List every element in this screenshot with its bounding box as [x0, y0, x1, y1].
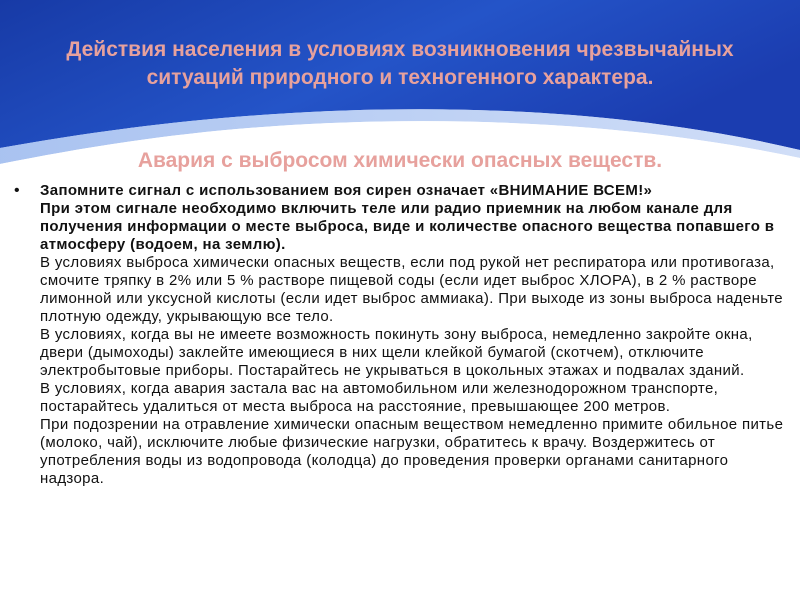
bullet-icon: •: [14, 182, 20, 199]
slide-title: Действия населения в условиях возникновения чрезвычайных ситуаций природного и техногенного характера.: [66, 38, 734, 89]
radio-instruction-paragraph: При этом сигнале необходимо включить теле или радио приемник на любом канале для получения информации о месте выброса, виде и количестве опасного вещества попавшего в атмосферу (водоем, на землю).: [40, 200, 775, 253]
shelter-paragraph: В условиях, когда вы не имеете возможность покинуть зону выброса, немедленно закройте окна, двери (дымоходы) заклейте имеющиеся в них щели клейкой бумагой (скотчем), отключите электробытовые приборы. Постарайтесь не укрываться в цокольных этажах и подвалах зданий.: [40, 326, 753, 379]
poisoning-paragraph: При подозрении на отравление химически опасным веществом немедленно примите обильное питье (молоко, чай), исключите любые физические нагрузки, обратитесь к врачу. Воздержитесь от употребления воды из водопровода (колодца) до проведения проверки органами санитарного надзора.: [40, 416, 784, 487]
slide-content: [40, 182, 784, 488]
slide-body: [14, 182, 784, 488]
respirator-paragraph: В условиях выброса химически опасных веществ, если под рукой нет респиратора или противогаза, смочите тряпку в 2% или 5 % растворе пищевой соды (если идет выброс ХЛОРА), в 2 % растворе лимонной или уксусной кислоты (если идет выброс аммиака). При выходе из зоны выброса наденьте плотную одежду, укрывающую все тело.: [40, 254, 783, 325]
siren-signal-paragraph: Запомните сигнал с использованием воя сирен означает «ВНИМАНИЕ ВСЕМ!»: [40, 182, 653, 199]
transport-paragraph: В условиях, когда авария застала вас на автомобильном или железнодорожном транспорте, постарайтесь удалиться от места выброса на расстояние, превышающее 200 метров.: [40, 380, 719, 415]
slide-subtitle: Авария с выбросом химически опасных веществ.: [137, 149, 663, 172]
